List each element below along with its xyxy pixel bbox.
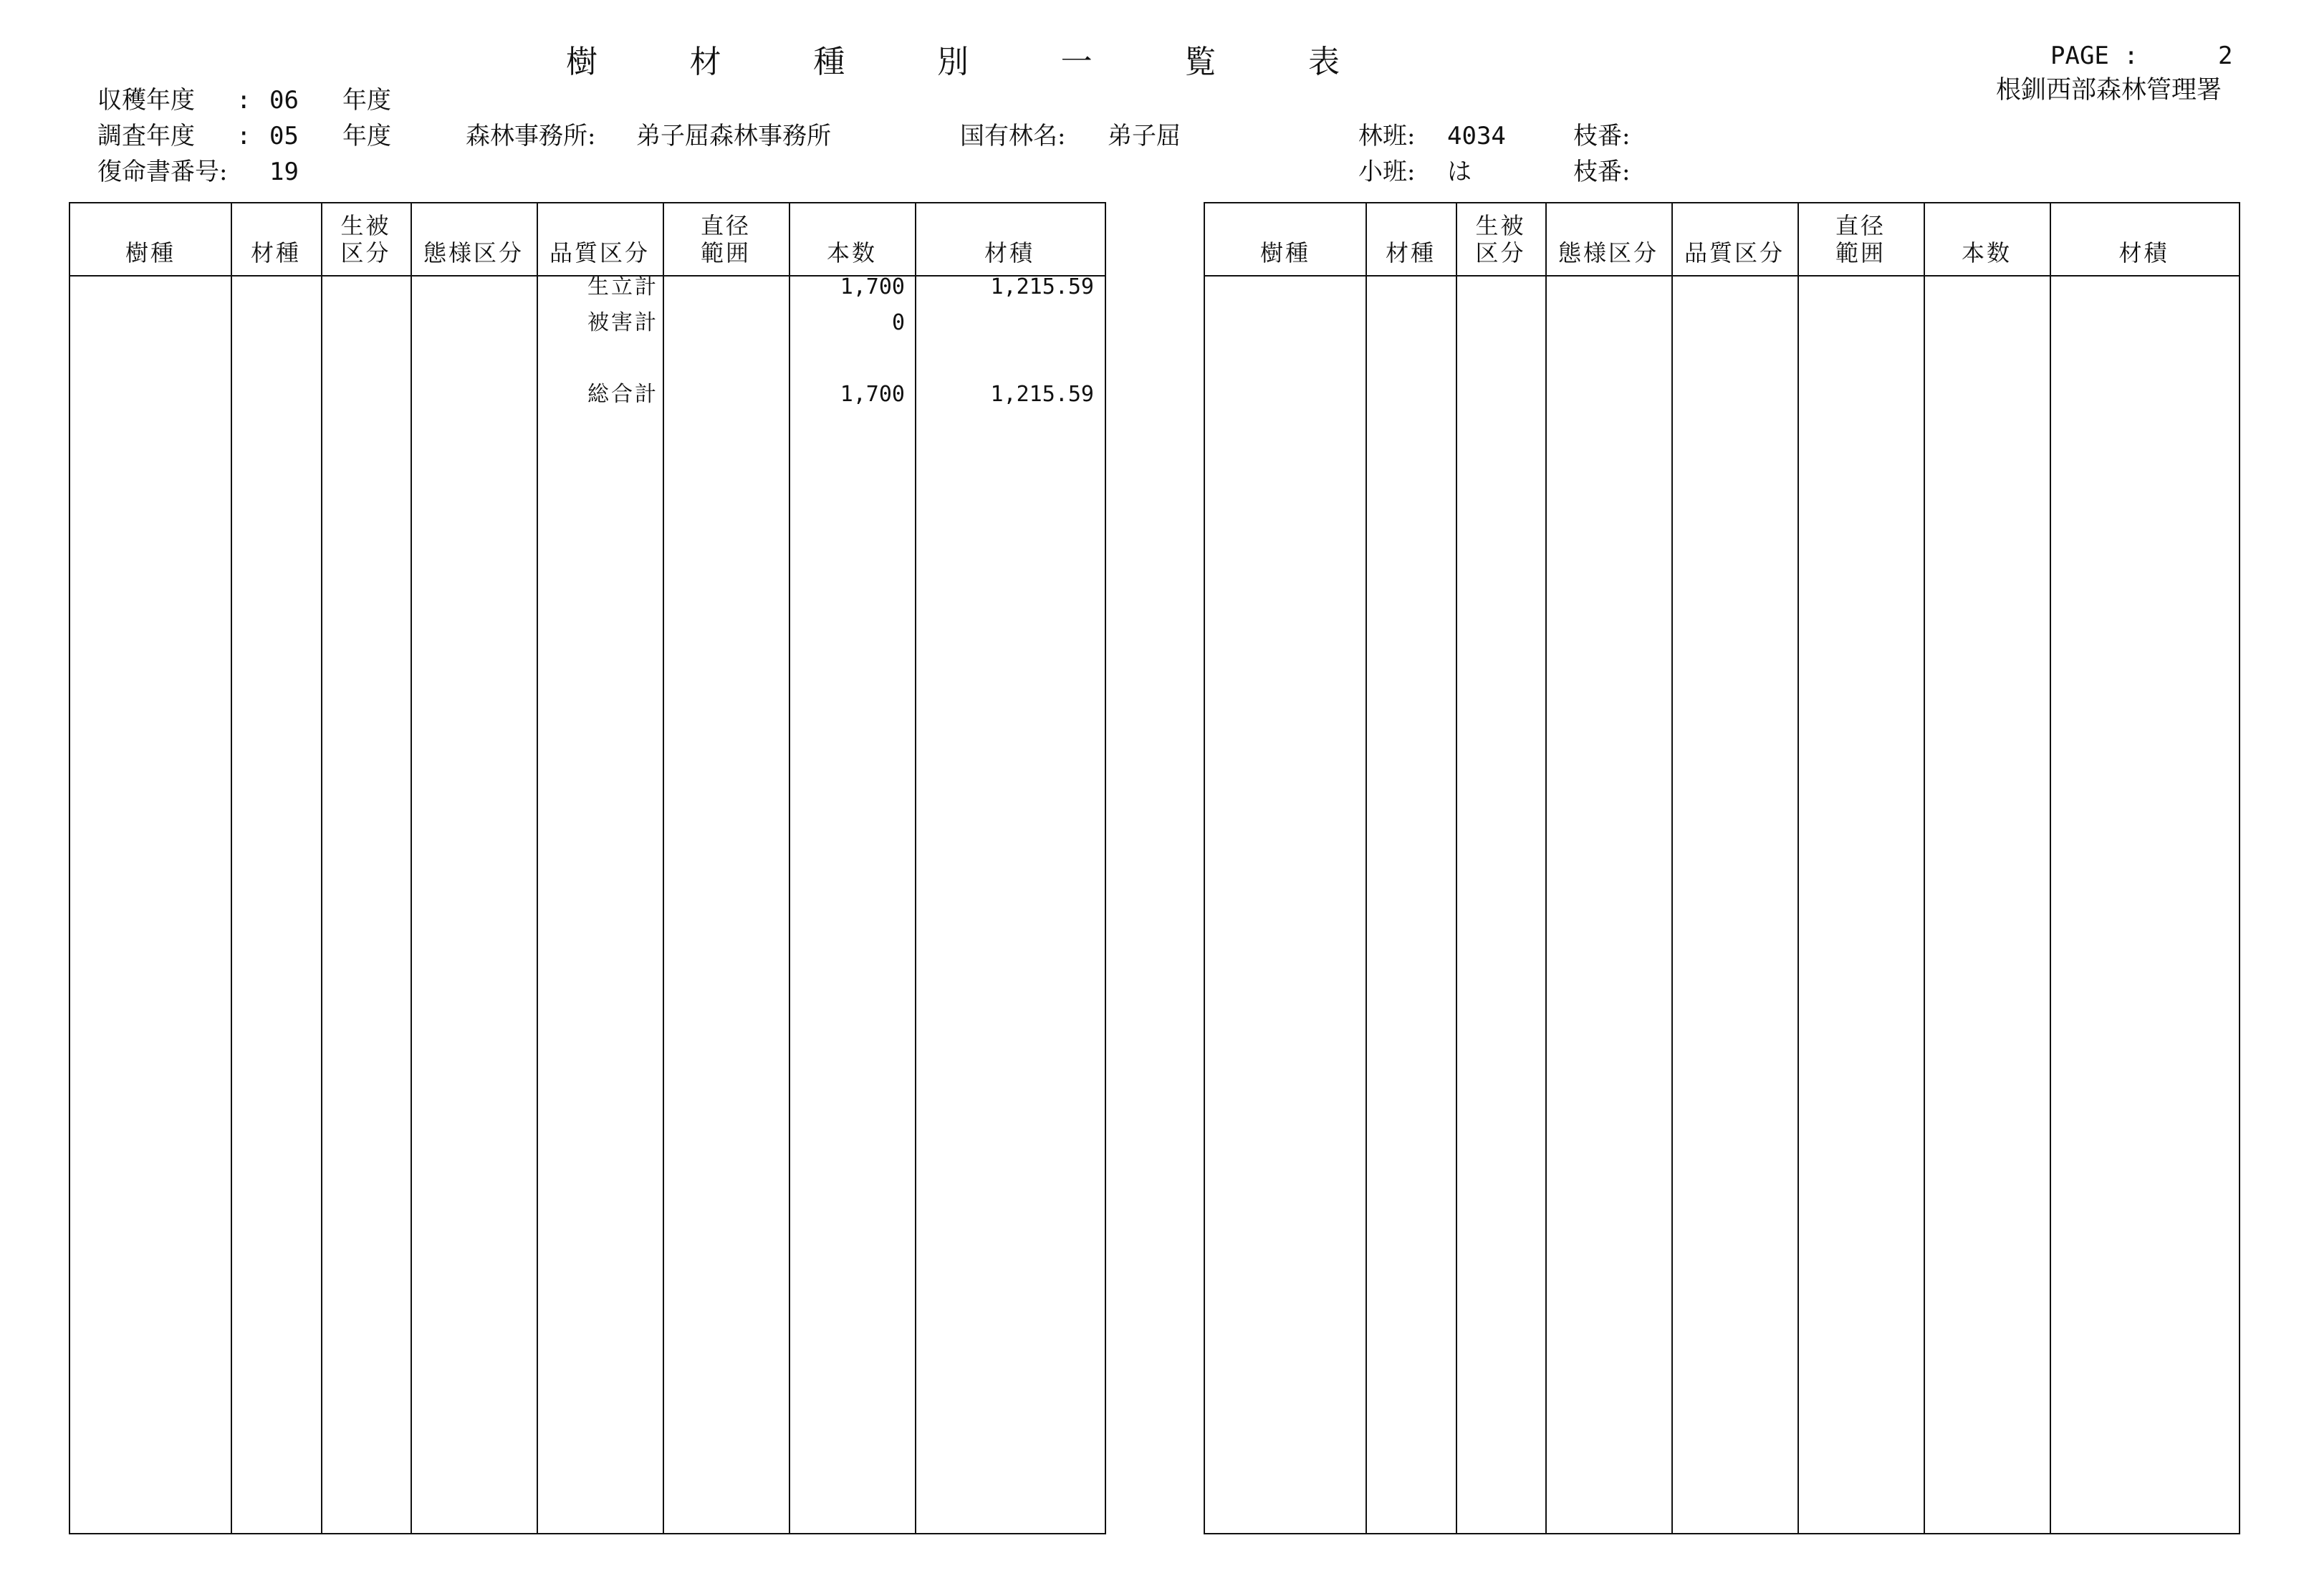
report-no-label: 復命書番号: <box>97 158 228 186</box>
harvest-year-unit: 年度 <box>342 86 391 115</box>
row-count: 0 <box>891 310 905 335</box>
survey-year-value: 05 <box>269 122 299 150</box>
branch-label: 枝番: <box>1573 158 1631 186</box>
left-table <box>69 202 1106 1534</box>
column-header-wood-type: 材種 <box>1385 239 1436 266</box>
row-volume: 1,215.59 <box>990 382 1094 407</box>
column-header-live-damaged: 生被 区分 <box>1475 212 1526 266</box>
column-header-tree-species: 樹種 <box>1259 239 1310 266</box>
forest-office-value: 弟子屈森林事務所 <box>636 122 831 150</box>
title-char: 覧 <box>1184 44 1216 80</box>
report-no-value: 19 <box>269 158 299 186</box>
column-header-quality: 品質区分 <box>549 239 650 266</box>
row-count: 1,700 <box>840 382 905 407</box>
document-title <box>566 36 1340 82</box>
title-char: 一 <box>1060 44 1093 80</box>
column-header-condition: 態様区分 <box>423 239 524 266</box>
column-header-diameter-range: 直径 範囲 <box>1835 212 1886 266</box>
survey-year-sep: : <box>236 122 251 150</box>
harvest-year-label: 収穫年度 <box>97 86 195 115</box>
column-divider <box>1365 203 1367 1533</box>
branch-label: 枝番: <box>1573 122 1631 150</box>
column-divider <box>411 203 412 1533</box>
column-divider <box>1797 203 1799 1533</box>
row-count: 1,700 <box>840 274 905 299</box>
title-char: 樹 <box>566 44 597 80</box>
right-table <box>1204 202 2240 1534</box>
column-divider <box>1456 203 1457 1533</box>
title-char: 種 <box>813 44 845 80</box>
subcompartment-value: は <box>1447 158 1472 186</box>
page-number: 2 <box>2218 42 2233 70</box>
survey-year-unit: 年度 <box>342 122 391 150</box>
harvest-year-sep: : <box>236 86 251 115</box>
title-char: 表 <box>1307 44 1340 80</box>
column-divider <box>1671 203 1673 1533</box>
compartment-value: 4034 <box>1447 122 1506 150</box>
row-label: 被害計 <box>587 310 658 335</box>
column-divider <box>1545 203 1547 1533</box>
national-forest-label: 国有林名: <box>960 122 1066 150</box>
column-header-live-damaged: 生被 区分 <box>340 212 391 266</box>
column-header-tree-species: 樹種 <box>125 239 176 266</box>
compartment-label: 林班: <box>1358 122 1416 150</box>
column-header-quality: 品質区分 <box>1684 239 1785 266</box>
column-divider <box>321 203 322 1533</box>
survey-year-label: 調査年度 <box>97 122 195 150</box>
column-divider <box>231 203 232 1533</box>
row-volume: 1,215.59 <box>990 274 1094 299</box>
national-forest-value: 弟子屈 <box>1108 122 1181 150</box>
row-label: 総合計 <box>587 382 658 407</box>
column-header-wood-type: 材種 <box>250 239 301 266</box>
column-header-volume: 材積 <box>984 239 1035 266</box>
subcompartment-label: 小班: <box>1358 158 1416 186</box>
column-divider <box>663 203 664 1533</box>
column-header-volume: 材積 <box>2118 239 2169 266</box>
column-divider <box>1924 203 1925 1533</box>
title-char: 別 <box>936 44 969 80</box>
row-label: 生立計 <box>587 274 658 299</box>
column-divider <box>2050 203 2051 1533</box>
column-header-diameter-range: 直径 範囲 <box>700 212 751 266</box>
page-label: PAGE : <box>2050 42 2139 70</box>
office-name: 根釧西部森林管理署 <box>1996 76 2222 105</box>
harvest-year-value: 06 <box>269 86 299 115</box>
forest-office-label: 森林事務所: <box>466 122 596 150</box>
column-header-count: 本数 <box>826 239 877 266</box>
header-divider <box>1205 275 2239 277</box>
column-header-condition: 態様区分 <box>1557 239 1659 266</box>
title-char: 材 <box>689 44 721 80</box>
column-header-count: 本数 <box>1961 239 2012 266</box>
